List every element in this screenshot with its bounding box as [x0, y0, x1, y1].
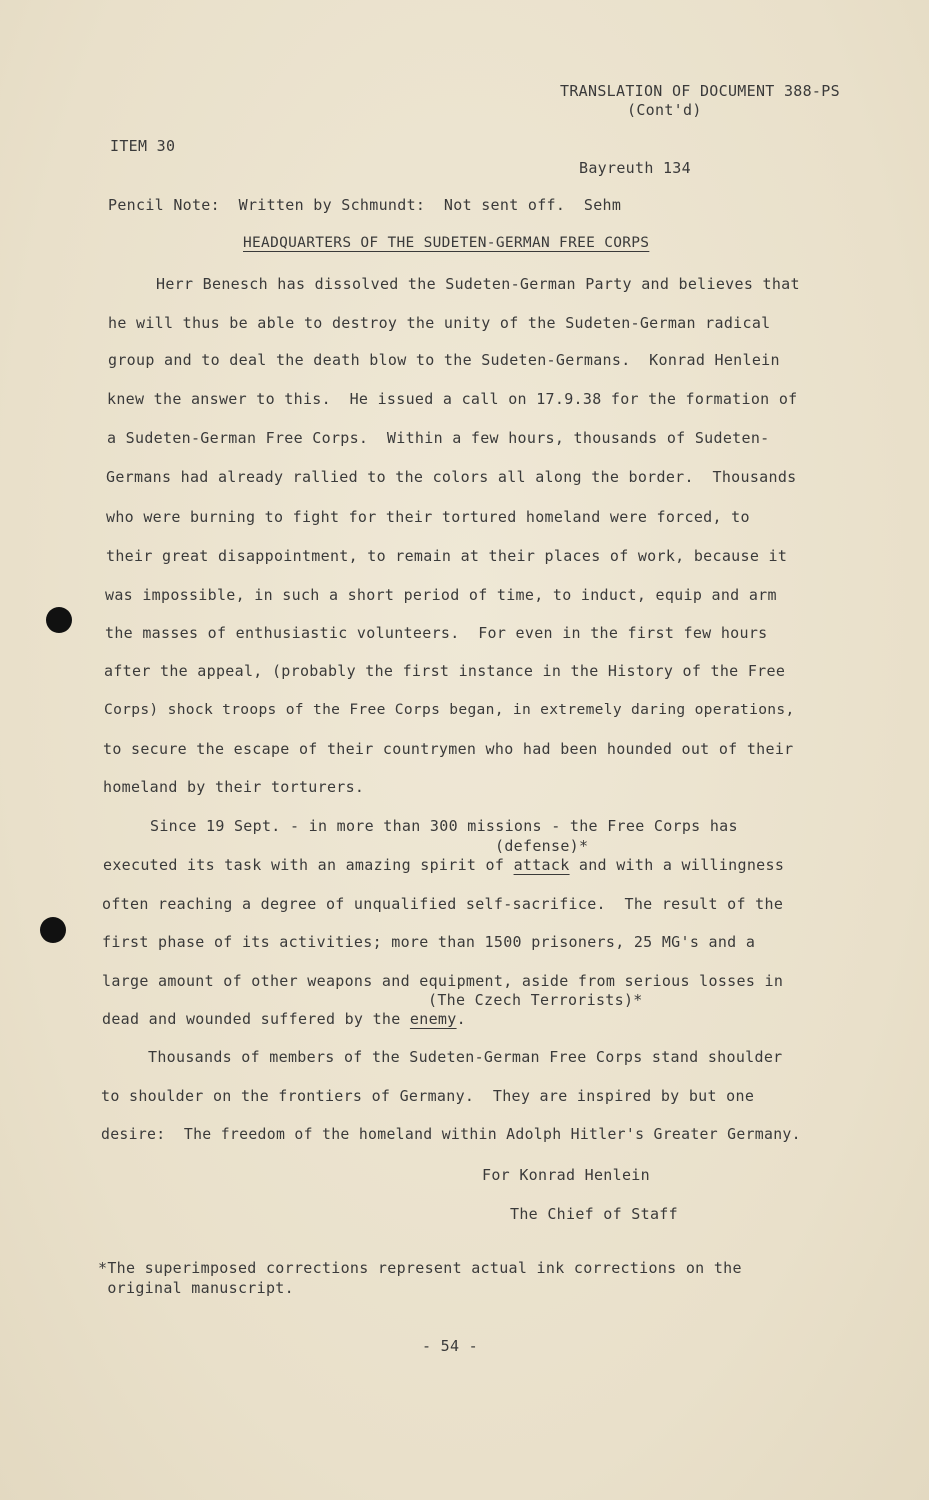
text-line: after the appeal, (probably the first instance in the History of the Free: [104, 662, 786, 680]
ink-correction: (defense)*: [495, 837, 589, 855]
text-line: Corps) shock troops of the Free Corps began, in extremely daring operations,: [104, 701, 795, 718]
text-line: Since 19 Sept. - in more than 300 missions - the Free Corps has: [150, 817, 738, 835]
text-line: knew the answer to this. He issued a call on 17.9.38 for the formation of: [107, 390, 798, 408]
text-line: [103, 856, 784, 874]
text-line: a Sudeten-German Free Corps. Within a few hours, thousands of Sudeten-: [107, 429, 770, 447]
text-line: was impossible, in such a short period of time, to induct, equip and arm: [105, 586, 777, 604]
text-segment: dead and wounded suffered by the: [102, 1010, 410, 1028]
text-segment: .: [456, 1010, 466, 1028]
text-line: their great disappointment, to remain at their places of work, because it: [106, 547, 788, 565]
footnote-line: original manuscript.: [98, 1279, 294, 1297]
text-segment: executed its task with an amazing spirit of: [103, 856, 514, 874]
text-line: large amount of other weapons and equipment, aside from serious losses in: [102, 972, 784, 990]
text-line: homeland by their torturers.: [103, 778, 365, 796]
signature-title: The Chief of Staff: [510, 1205, 678, 1223]
struck-word: enemy: [409, 1010, 457, 1028]
pencil-note: Pencil Note: Written by Schmundt: Not sent off. Sehm: [108, 196, 622, 214]
text-line: to secure the escape of their countrymen who had been hounded out of their: [103, 740, 794, 758]
punch-hole: [46, 607, 72, 633]
text-line: he will thus be able to destroy the unity of the Sudeten-German radical: [108, 314, 771, 332]
text-line: the masses of enthusiastic volunteers. For even in the first few hours: [105, 624, 768, 642]
text-line: to shoulder on the frontiers of Germany. They are inspired by but one: [101, 1087, 755, 1105]
punch-hole: [40, 917, 66, 943]
struck-word: attack: [513, 856, 570, 874]
text-line: desire: The freedom of the homeland within Adolph Hitler's Greater Germany.: [101, 1126, 801, 1143]
page-number: - 54 -: [422, 1337, 478, 1355]
text-line: first phase of its activities; more than 1500 prisoners, 25 MG's and a: [102, 933, 756, 951]
location-ref: Bayreuth 134: [579, 159, 691, 177]
text-line: Herr Benesch has dissolved the Sudeten-German Party and believes that: [156, 275, 800, 293]
translation-title: TRANSLATION OF DOCUMENT 388-PS: [560, 82, 840, 100]
page-heading: HEADQUARTERS OF THE SUDETEN-GERMAN FREE CORPS: [243, 235, 650, 251]
text-line: often reaching a degree of unqualified self-sacrifice. The result of the: [102, 895, 784, 913]
footnote-line: *The superimposed corrections represent actual ink corrections on the: [98, 1259, 742, 1277]
item-label: ITEM 30: [110, 137, 176, 155]
signature-for: For Konrad Henlein: [482, 1166, 650, 1184]
text-line: Germans had already rallied to the colors all along the border. Thousands: [106, 468, 797, 486]
text-line: who were burning to fight for their tortured homeland were forced, to: [106, 508, 750, 526]
text-line: [102, 1010, 466, 1028]
ink-correction: (The Czech Terrorists)*: [428, 991, 643, 1009]
text-line: Thousands of members of the Sudeten-German Free Corps stand shoulder: [148, 1048, 783, 1066]
contd-label: (Cont'd): [627, 101, 702, 119]
text-line: group and to deal the death blow to the Sudeten-Germans. Konrad Henlein: [108, 351, 780, 369]
text-segment: and with a willingness: [569, 856, 785, 874]
